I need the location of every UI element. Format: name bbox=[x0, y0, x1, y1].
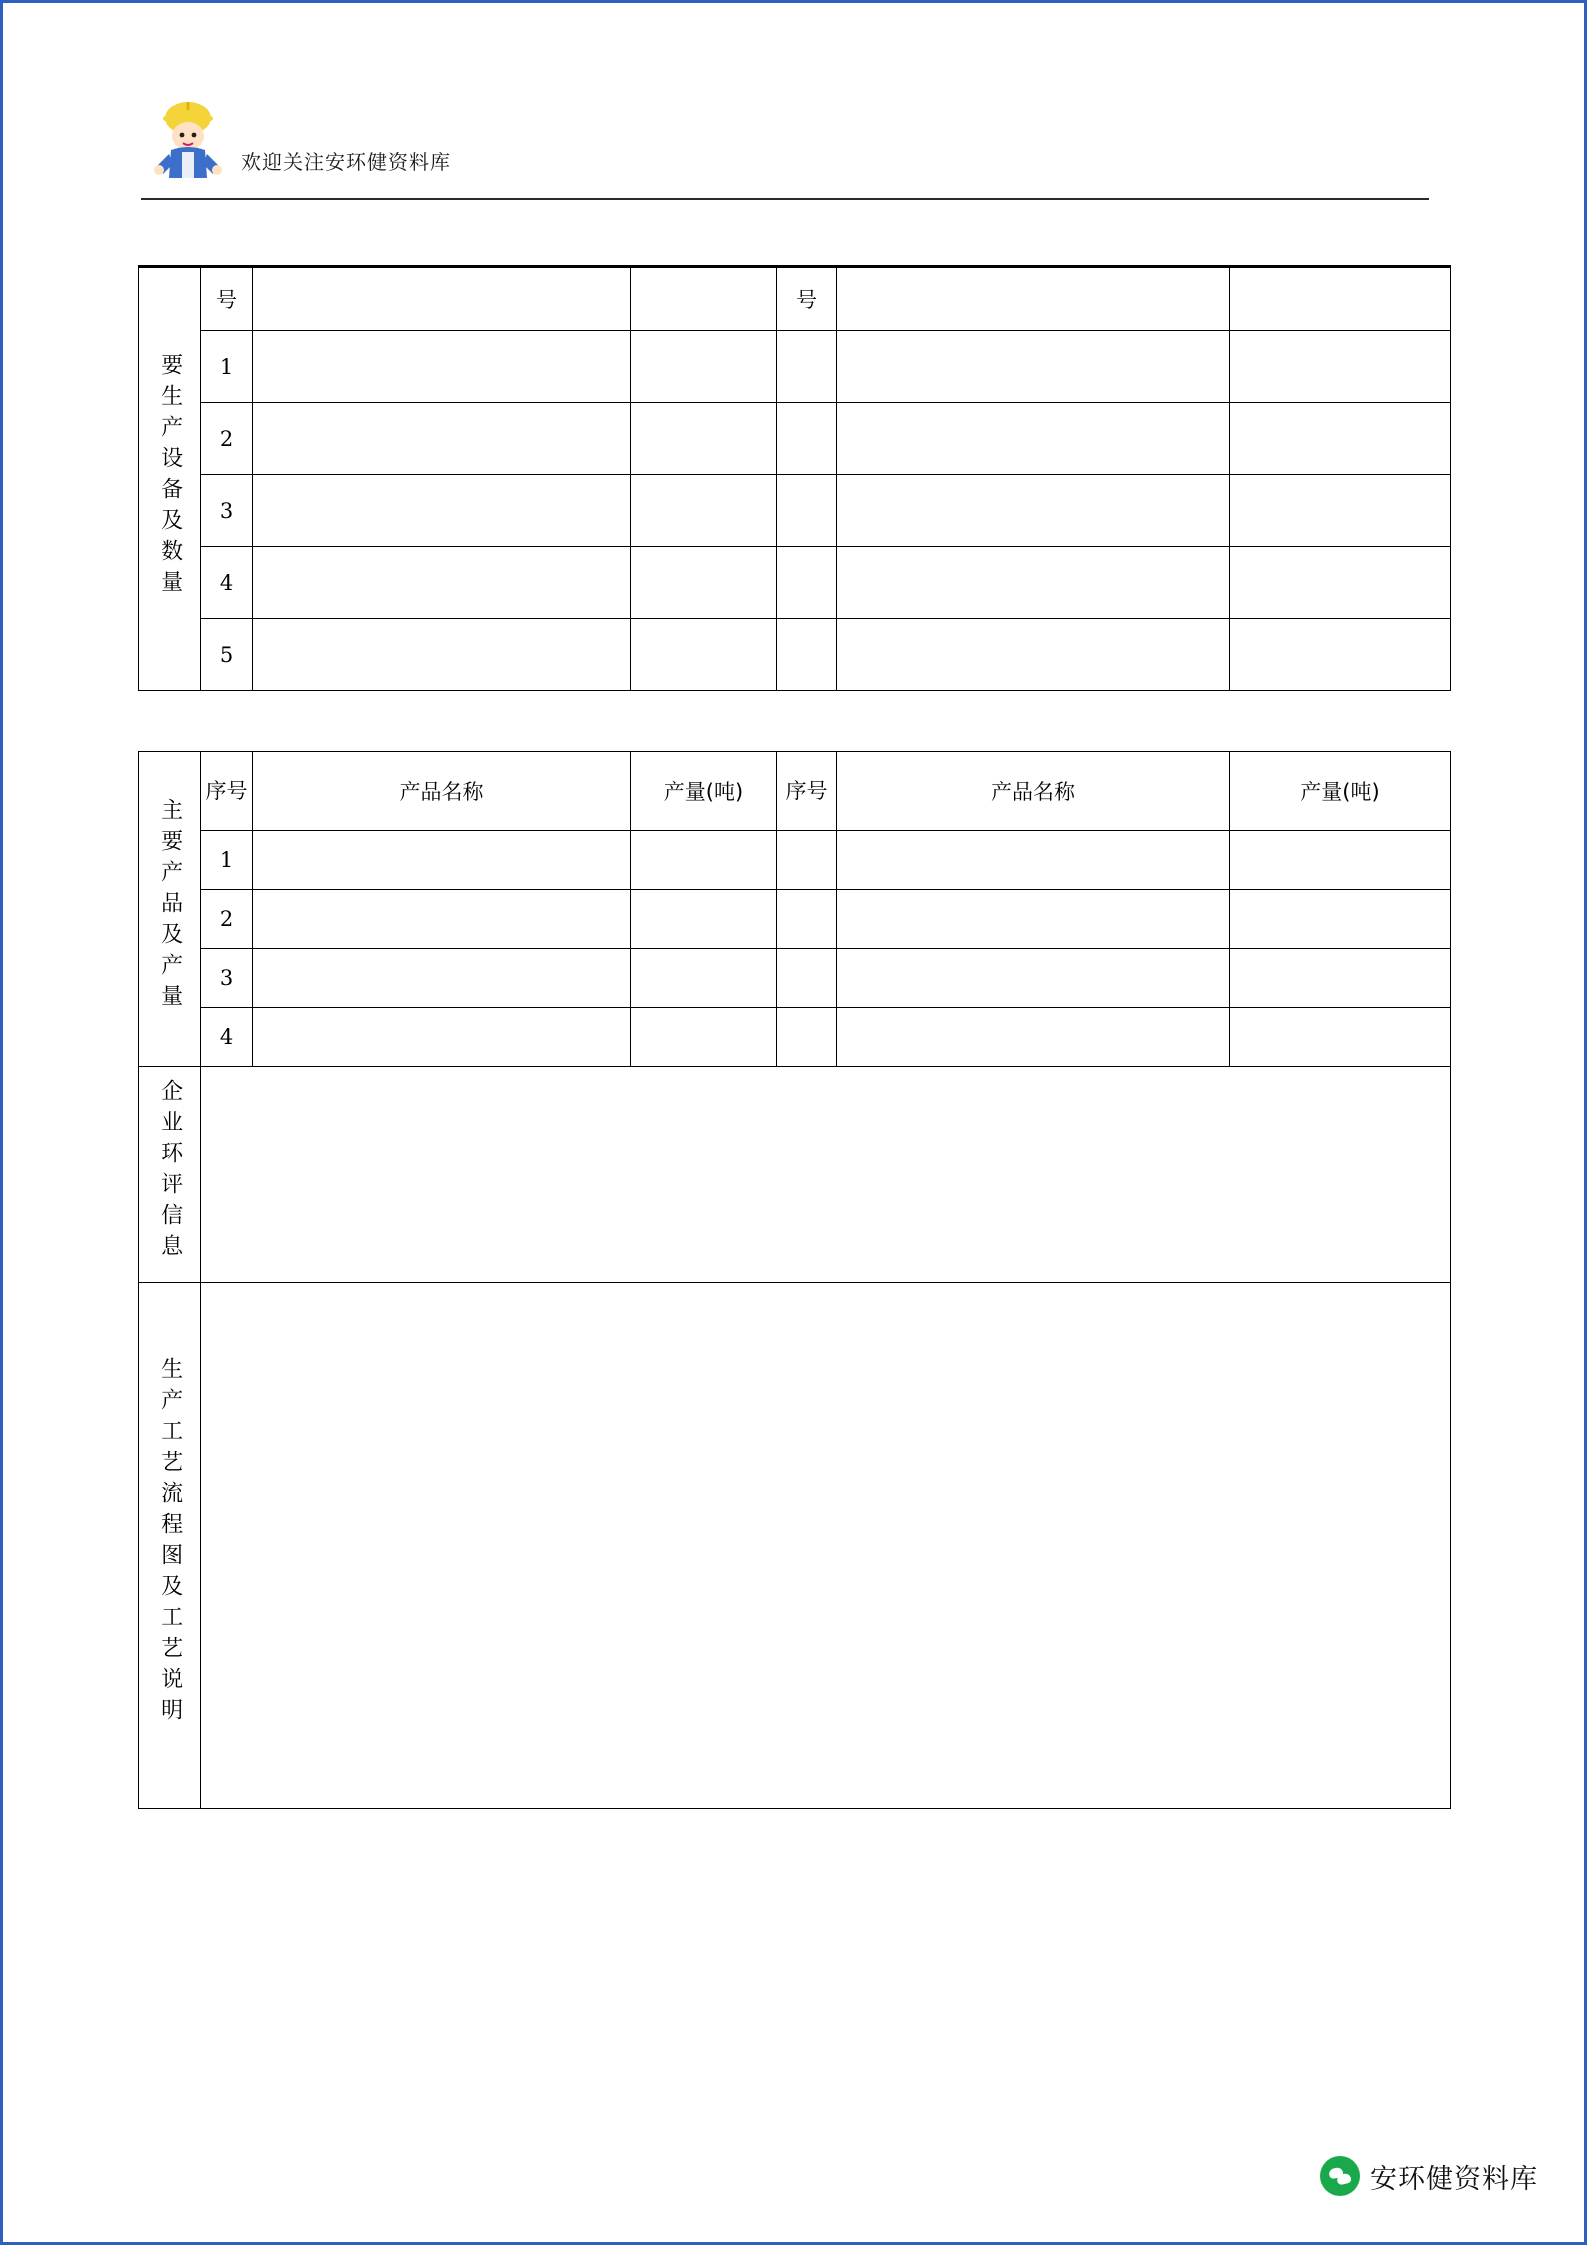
equipment-cell[interactable] bbox=[777, 475, 837, 547]
products-cell[interactable] bbox=[837, 890, 1230, 949]
equipment-cell[interactable] bbox=[631, 403, 777, 475]
products-header-output-right: 产量(吨) bbox=[1230, 752, 1451, 831]
products-cell[interactable] bbox=[253, 890, 631, 949]
products-cell[interactable] bbox=[777, 949, 837, 1008]
eia-section-label: 企业环评信息 bbox=[139, 1067, 201, 1283]
products-cell[interactable] bbox=[1230, 1008, 1451, 1067]
process-section-content[interactable] bbox=[201, 1283, 1451, 1809]
equipment-cell[interactable] bbox=[777, 331, 837, 403]
equipment-header-qty-right bbox=[1230, 267, 1451, 331]
equipment-row-index: 1 bbox=[201, 331, 253, 403]
products-header-output-left: 产量(吨) bbox=[631, 752, 777, 831]
equipment-cell[interactable] bbox=[1230, 619, 1451, 691]
equipment-cell[interactable] bbox=[1230, 403, 1451, 475]
products-cell[interactable] bbox=[631, 949, 777, 1008]
equipment-row-label: 要生产设备及数量 bbox=[139, 267, 201, 691]
products-cell[interactable] bbox=[837, 1008, 1230, 1067]
footer-badge-label: 安环健资料库 bbox=[1370, 2163, 1538, 2195]
products-cell[interactable] bbox=[777, 890, 837, 949]
table-row bbox=[139, 1067, 1451, 1283]
products-header-index-left: 序号 bbox=[201, 752, 253, 831]
equipment-cell[interactable] bbox=[253, 403, 631, 475]
products-cell[interactable] bbox=[253, 949, 631, 1008]
eia-section-content[interactable] bbox=[201, 1067, 1451, 1283]
products-row-index: 1 bbox=[201, 831, 253, 890]
products-row-index: 3 bbox=[201, 949, 253, 1008]
equipment-cell[interactable] bbox=[1230, 547, 1451, 619]
products-cell[interactable] bbox=[631, 890, 777, 949]
equipment-cell[interactable] bbox=[631, 475, 777, 547]
process-section-label: 生产工艺流程图及工艺说明 bbox=[139, 1283, 201, 1809]
equipment-cell[interactable] bbox=[1230, 331, 1451, 403]
products-cell[interactable] bbox=[777, 1008, 837, 1067]
products-header-name-right: 产品名称 bbox=[837, 752, 1230, 831]
products-cell[interactable] bbox=[1230, 890, 1451, 949]
equipment-cell[interactable] bbox=[253, 619, 631, 691]
equipment-header-index-right: 号 bbox=[777, 267, 837, 331]
products-cell[interactable] bbox=[253, 1008, 631, 1067]
products-row-label: 主要产品及产量 bbox=[139, 752, 201, 1067]
table-row bbox=[139, 547, 1451, 619]
products-cell[interactable] bbox=[837, 831, 1230, 890]
products-cell[interactable] bbox=[1230, 831, 1451, 890]
products-row-index: 2 bbox=[201, 890, 253, 949]
products-row-index: 4 bbox=[201, 1008, 253, 1067]
equipment-cell[interactable] bbox=[837, 619, 1230, 691]
products-cell[interactable] bbox=[837, 949, 1230, 1008]
products-cell[interactable] bbox=[253, 831, 631, 890]
equipment-cell[interactable] bbox=[253, 475, 631, 547]
header-divider bbox=[141, 198, 1429, 200]
equipment-cell[interactable] bbox=[1230, 475, 1451, 547]
equipment-cell[interactable] bbox=[837, 475, 1230, 547]
equipment-cell[interactable] bbox=[837, 547, 1230, 619]
equipment-header-name-right bbox=[837, 267, 1230, 331]
products-cell[interactable] bbox=[777, 831, 837, 890]
equipment-row-index: 3 bbox=[201, 475, 253, 547]
equipment-header-qty-left bbox=[631, 267, 777, 331]
equipment-cell[interactable] bbox=[631, 619, 777, 691]
equipment-cell[interactable] bbox=[253, 547, 631, 619]
equipment-cell[interactable] bbox=[631, 547, 777, 619]
equipment-cell[interactable] bbox=[777, 547, 837, 619]
products-header-name-left: 产品名称 bbox=[253, 752, 631, 831]
equipment-row-index: 5 bbox=[201, 619, 253, 691]
table-row bbox=[139, 619, 1451, 691]
page-canvas bbox=[3, 3, 1584, 2242]
equipment-row-index: 4 bbox=[201, 547, 253, 619]
equipment-table bbox=[138, 265, 1451, 691]
table-row bbox=[139, 1283, 1451, 1809]
equipment-cell[interactable] bbox=[837, 331, 1230, 403]
products-cell[interactable] bbox=[631, 1008, 777, 1067]
table-row bbox=[139, 831, 1451, 890]
table-row bbox=[139, 403, 1451, 475]
equipment-cell[interactable] bbox=[777, 619, 837, 691]
table-row bbox=[139, 331, 1451, 403]
table-row bbox=[139, 1008, 1451, 1067]
table-row bbox=[139, 890, 1451, 949]
table-row bbox=[139, 752, 1451, 831]
equipment-cell[interactable] bbox=[253, 331, 631, 403]
footer-badge bbox=[1320, 2156, 1538, 2196]
worker-helmet-mascot-icon bbox=[149, 88, 227, 183]
table-row bbox=[139, 475, 1451, 547]
equipment-header-name-left bbox=[253, 267, 631, 331]
equipment-row-index: 2 bbox=[201, 403, 253, 475]
table-row bbox=[139, 949, 1451, 1008]
products-cell[interactable] bbox=[1230, 949, 1451, 1008]
products-cell[interactable] bbox=[631, 831, 777, 890]
table-row bbox=[139, 267, 1451, 331]
equipment-cell[interactable] bbox=[777, 403, 837, 475]
equipment-header-index-left: 号 bbox=[201, 267, 253, 331]
watermark-text: 欢迎关注安环健资料库 bbox=[241, 150, 451, 174]
products-header-index-right: 序号 bbox=[777, 752, 837, 831]
equipment-cell[interactable] bbox=[631, 331, 777, 403]
wechat-logo-icon bbox=[1320, 2156, 1360, 2196]
page-header bbox=[141, 88, 1441, 218]
equipment-cell[interactable] bbox=[837, 403, 1230, 475]
products-table bbox=[138, 751, 1451, 1809]
